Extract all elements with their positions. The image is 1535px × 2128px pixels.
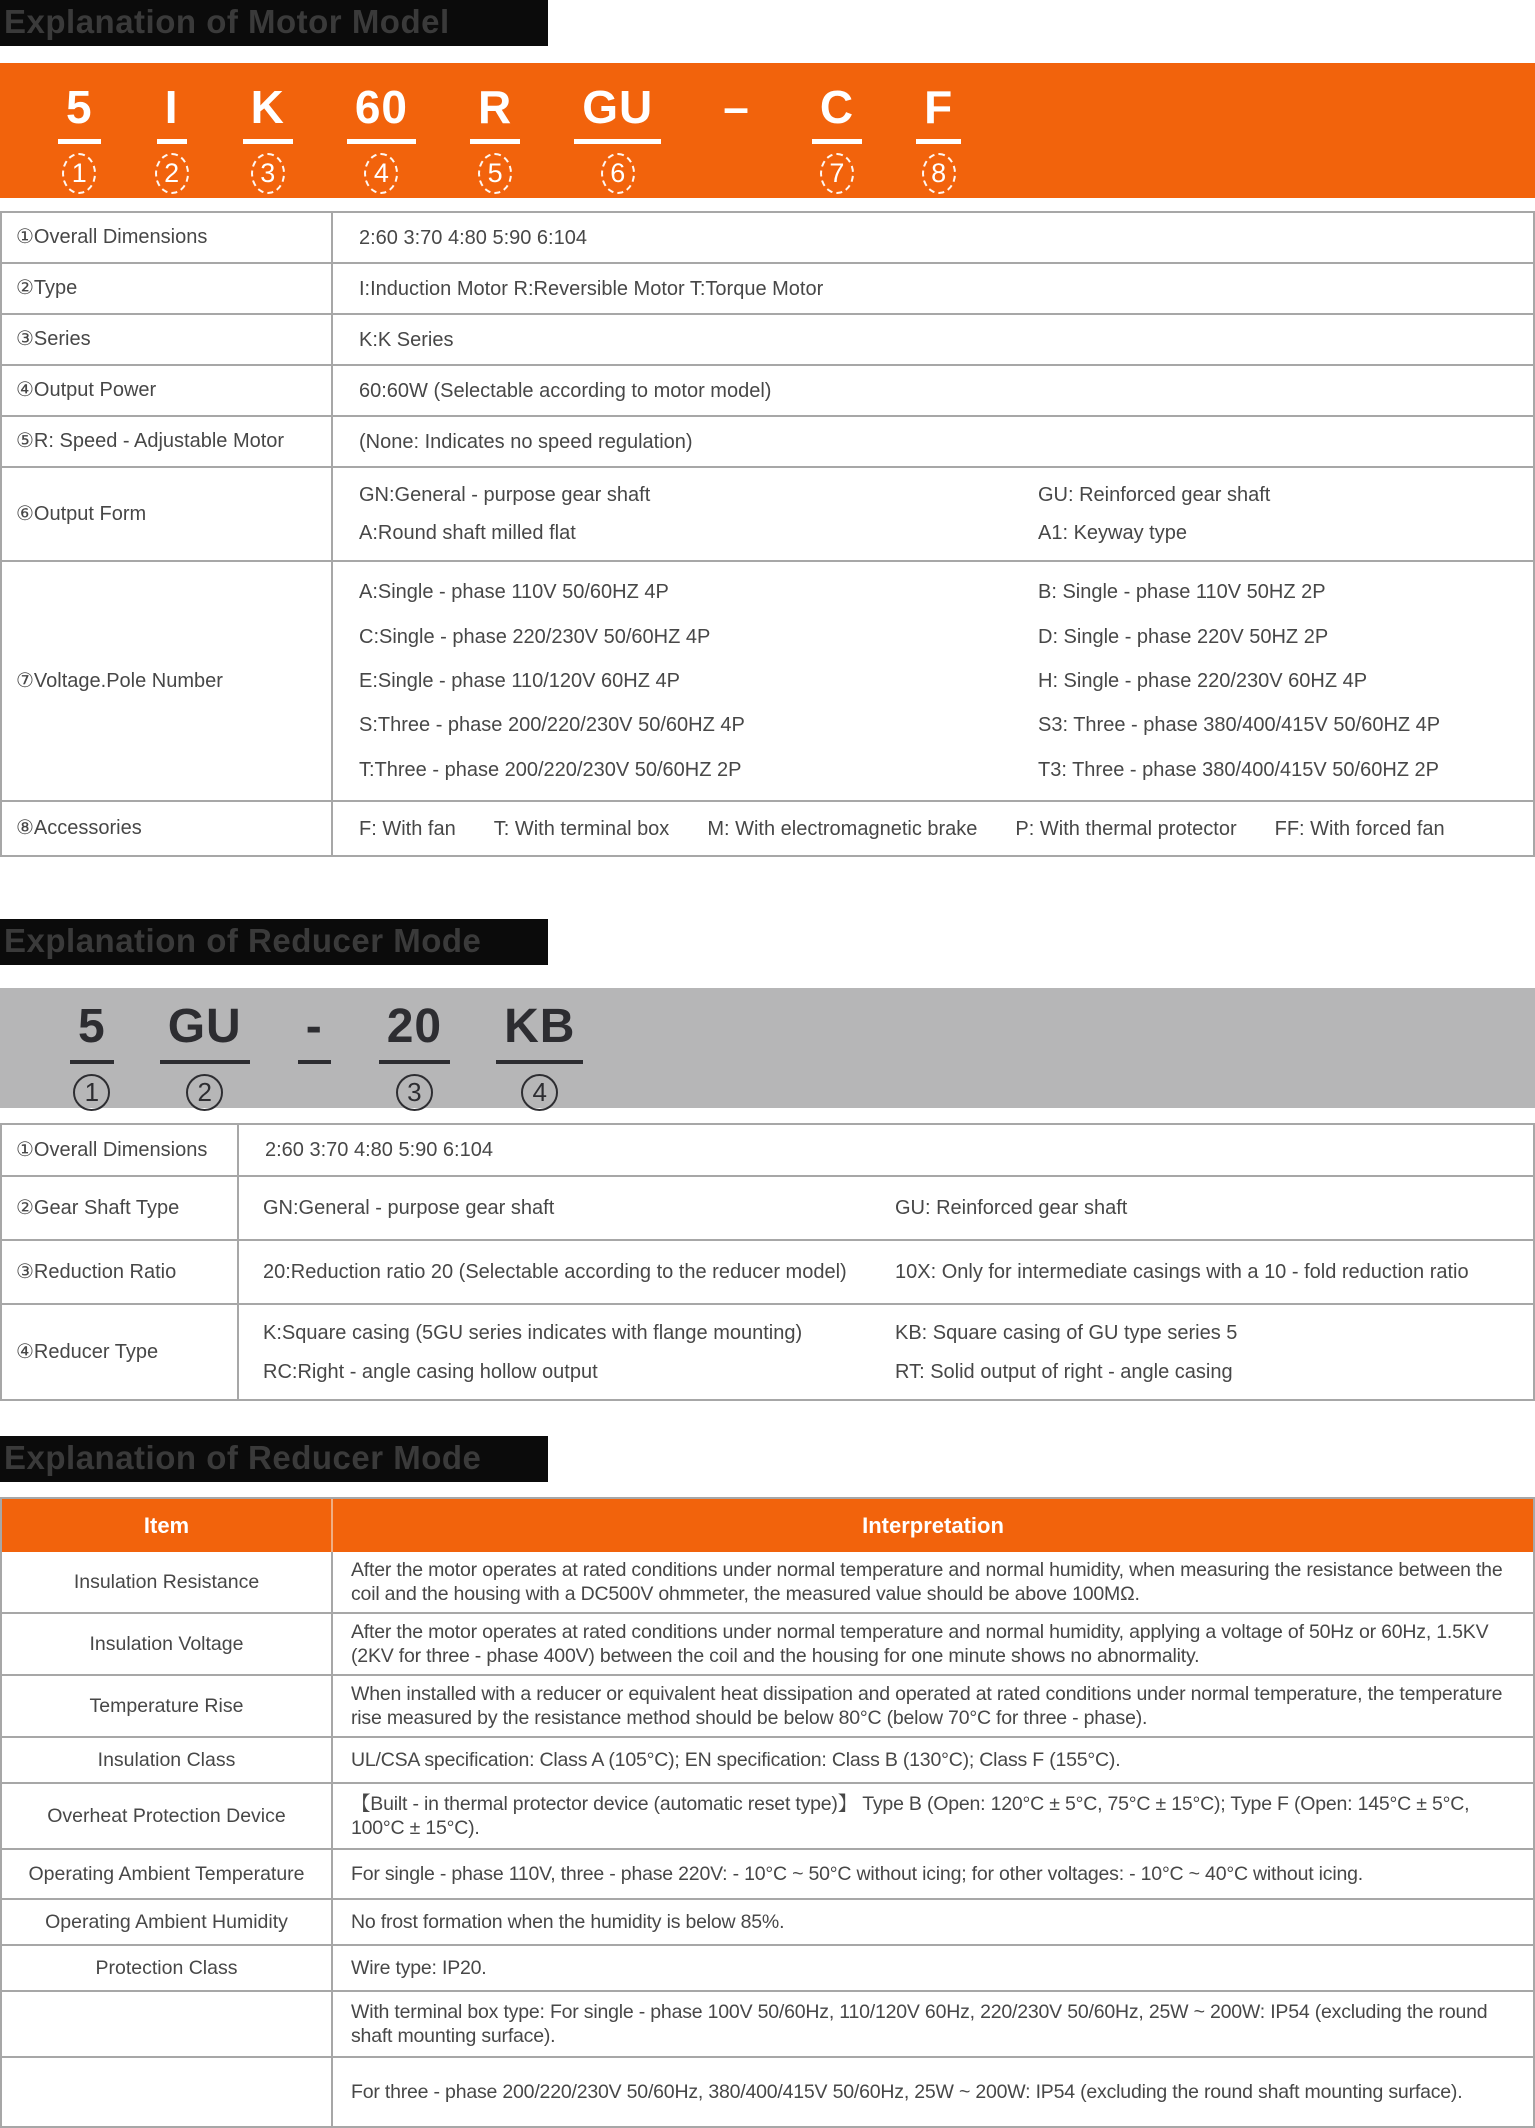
table-row [2,1614,1533,1676]
code-char: C [812,83,862,144]
code-segment [70,1002,114,1111]
code-segment [812,83,862,194]
code-segment-dash [715,83,758,194]
row-label: ⑥Output Form [2,468,333,560]
spec-item: Temperature Rise [2,1676,333,1736]
table-row [2,1992,1533,2058]
code-segment [916,83,961,194]
spec-text: No frost formation when the humidity is below 85%. [351,1910,785,1933]
accessory-option: P: With thermal protector [1015,817,1237,840]
row-value [239,1305,1533,1399]
option-text: B: Single - phase 110V 50HZ 2P [1038,581,1326,604]
table-row [2,366,1533,417]
spec-item: Operating Ambient Humidity [2,1900,333,1944]
code-segment [496,1002,583,1111]
row-label: ②Gear Shaft Type [2,1177,239,1239]
code-segment [470,83,520,194]
circled-number-icon: 1 [73,1074,110,1111]
table-row [2,417,1533,468]
spec-table [0,1497,1535,2128]
row-label: ⑦Voltage.Pole Number [2,562,333,800]
circled-number-icon: 5 [478,153,512,194]
table-row [2,468,1533,562]
accessory-option: T: With terminal box [493,817,670,840]
table-row [2,1177,1533,1241]
row-label: ①Overall Dimensions [2,1125,239,1175]
code-segment [155,83,189,194]
option-text: A:Round shaft milled flat [359,522,576,544]
code-char: I [157,83,187,144]
code-char: 20 [379,1002,450,1064]
row-value: I:Induction Motor R:Reversible Motor T:Torque Motor [359,277,824,300]
row-label: ⑧Accessories [2,802,333,855]
code-segment-dash [296,1002,333,1111]
row-label: ④Reducer Type [2,1305,239,1399]
dash-char: – [723,81,750,133]
option-text: GU: Reinforced gear shaft [1038,484,1271,506]
spec-text: For single - phase 110V, three - phase 220V: - 10°C ~ 50°C without icing; for other voltages: - 10°C ~ 40°C without icing. [351,1862,1363,1885]
row-value [333,802,1533,855]
table-row [2,315,1533,366]
spec-item: Operating Ambient Temperature [2,1850,333,1898]
option-text: S3: Three - phase 380/400/415V 50/60HZ 4P [1038,714,1441,737]
accessory-option: FF: With forced fan [1274,817,1445,840]
spec-text: When installed with a reducer or equivalent heat dissipation and operated at rated conditions under normal temperature, the temperature rise measured by the resistance method should be below 80°C (below 70°C for three - phase). [351,1682,1503,1729]
code-char: 5 [70,1002,114,1064]
option-text: C:Single - phase 220/230V 50/60HZ 4P [359,625,711,648]
motor-model-code-banner [0,63,1535,198]
option-text: D: Single - phase 220V 50HZ 2P [1038,625,1329,648]
circled-number-icon: 2 [186,1074,223,1111]
option-text: A:Single - phase 110V 50/60HZ 4P [359,581,669,604]
table-row [2,562,1533,802]
row-value [239,1241,1533,1303]
row-label: ④Output Power [2,366,333,415]
row-value [333,468,1533,560]
code-segment [160,1002,250,1111]
option-text: K:Square casing (5GU series indicates with flange mounting) [263,1321,803,1344]
spec-text: With terminal box type: For single - phase 100V 50/60Hz, 110/120V 60Hz, 220/230V 50/60Hz, 25W ~ 200W: IP54 (excluding the round shaft mounting surface). [351,2000,1488,2047]
option-text: RC:Right - angle casing hollow output [263,1360,598,1383]
row-value: K:K Series [359,328,454,351]
spec-text: Wire type: IP20. [351,1956,487,1979]
option-text: T:Three - phase 200/220/230V 50/60HZ 2P [359,758,742,781]
header-item: Item [2,1499,333,1552]
table-row [2,1738,1533,1784]
table-row [2,264,1533,315]
option-text: KB: Square casing of GU type series 5 [895,1321,1238,1344]
code-char: F [916,83,961,144]
table-row [2,1676,1533,1738]
circled-number-icon: 7 [820,153,854,194]
circled-number-icon: 2 [155,153,189,194]
code-char: 60 [347,83,416,144]
circled-number-icon: 8 [922,153,956,194]
circled-number-icon: 1 [62,153,96,194]
spec-text: After the motor operates at rated conditions under normal temperature and normal humidity, applying a voltage of 50Hz or 60Hz, 1.5KV (2KV for three - phase 400V) between the coil and the housing for one minute shows no abnormality. [351,1620,1489,1667]
table-row [2,1125,1533,1177]
option-text: T3: Three - phase 380/400/415V 50/60HZ 2P [1038,758,1440,781]
row-value: 60:60W (Selectable according to motor model) [359,379,772,402]
reducer-section-title: Explanation of Reducer Mode [0,919,548,965]
spec-item: Insulation Resistance [2,1552,333,1612]
code-char: GU [574,83,661,144]
row-label: ⑤R: Speed - Adjustable Motor [2,417,333,466]
spec-item: Protection Class [2,1946,333,1990]
spec-text: 【Built - in thermal protector device (automatic reset type)】 Type B (Open: 120°C ± 5°C, 75°C ± 15°C); Type F (Open: 145°C ± 5°C, 100°C ± 15°C). [351,1792,1470,1839]
row-label: ①Overall Dimensions [2,213,333,262]
spec-item [2,2058,333,2126]
spec-table-header [2,1499,1533,1552]
option-text: S:Three - phase 200/220/230V 50/60HZ 4P [359,714,745,737]
circled-number-icon: 6 [601,153,635,194]
accessory-option: M: With electromagnetic brake [707,817,978,840]
spec-item: Overheat Protection Device [2,1784,333,1848]
option-text: RT: Solid output of right - angle casing [895,1360,1233,1383]
option-text: E:Single - phase 110/120V 60HZ 4P [359,669,680,692]
circled-number-icon: 4 [364,153,398,194]
circled-number-icon: 4 [521,1074,558,1111]
table-row [2,1305,1533,1401]
option-text: 20:Reduction ratio 20 (Selectable according to the reducer model) [263,1261,847,1283]
header-interpretation: Interpretation [862,1512,1004,1538]
row-label: ②Type [2,264,333,313]
accessory-option: F: With fan [359,817,456,840]
code-segment [574,83,661,194]
table-row [2,1850,1533,1900]
code-char: 5 [58,83,101,144]
code-segment [58,83,101,194]
dash-char: - [298,1002,331,1064]
option-text: A1: Keyway type [1038,522,1187,544]
spec-section-title: Explanation of Reducer Mode [0,1436,548,1482]
option-text: GN:General - purpose gear shaft [359,484,651,506]
code-char: GU [160,1002,250,1064]
code-segment [347,83,416,194]
row-label: ③Series [2,315,333,364]
table-row [2,1946,1533,1992]
spec-text: After the motor operates at rated conditions under normal temperature and normal humidity, when measuring the resistance between the coil and the housing with a DC500V ohmmeter, the measured value should be above 100MΩ. [351,1558,1503,1605]
code-char: KB [496,1002,583,1064]
code-segment [379,1002,450,1111]
spec-item [2,1992,333,2056]
spec-item: Insulation Class [2,1738,333,1782]
table-row [2,2058,1533,2128]
table-row [2,1900,1533,1946]
code-char: R [470,83,520,144]
circled-number-icon: 3 [396,1074,433,1111]
option-text: GN:General - purpose gear shaft [263,1197,555,1219]
option-text: 10X: Only for intermediate casings with a 10 - fold reduction ratio [895,1261,1469,1283]
row-value: 2:60 3:70 4:80 5:90 6:104 [265,1139,493,1161]
spec-text: For three - phase 200/220/230V 50/60Hz, 380/400/415V 50/60Hz, 25W ~ 200W: IP54 (excluding the round shaft mounting surface). [351,2080,1463,2103]
table-row [2,1552,1533,1614]
code-char: K [243,83,293,144]
row-value [333,562,1533,800]
row-value: (None: Indicates no speed regulation) [359,430,693,453]
motor-model-table [0,211,1535,857]
row-label: ③Reduction Ratio [2,1241,239,1303]
option-text: GU: Reinforced gear shaft [895,1197,1128,1219]
reducer-model-code-banner [0,988,1535,1108]
table-row [2,1241,1533,1305]
motor-section-title: Explanation of Motor Model [0,0,548,46]
circled-number-icon: 3 [251,153,285,194]
table-row [2,1784,1533,1850]
code-segment [243,83,293,194]
reducer-model-table [0,1123,1535,1401]
option-text: H: Single - phase 220/230V 60HZ 4P [1038,669,1368,692]
row-value: 2:60 3:70 4:80 5:90 6:104 [359,226,587,249]
row-value [239,1177,1533,1239]
spec-text: UL/CSA specification: Class A (105°C); EN specification: Class B (130°C); Class F (155°C). [351,1748,1121,1771]
table-row [2,213,1533,264]
table-row [2,802,1533,857]
spec-item: Insulation Voltage [2,1614,333,1674]
